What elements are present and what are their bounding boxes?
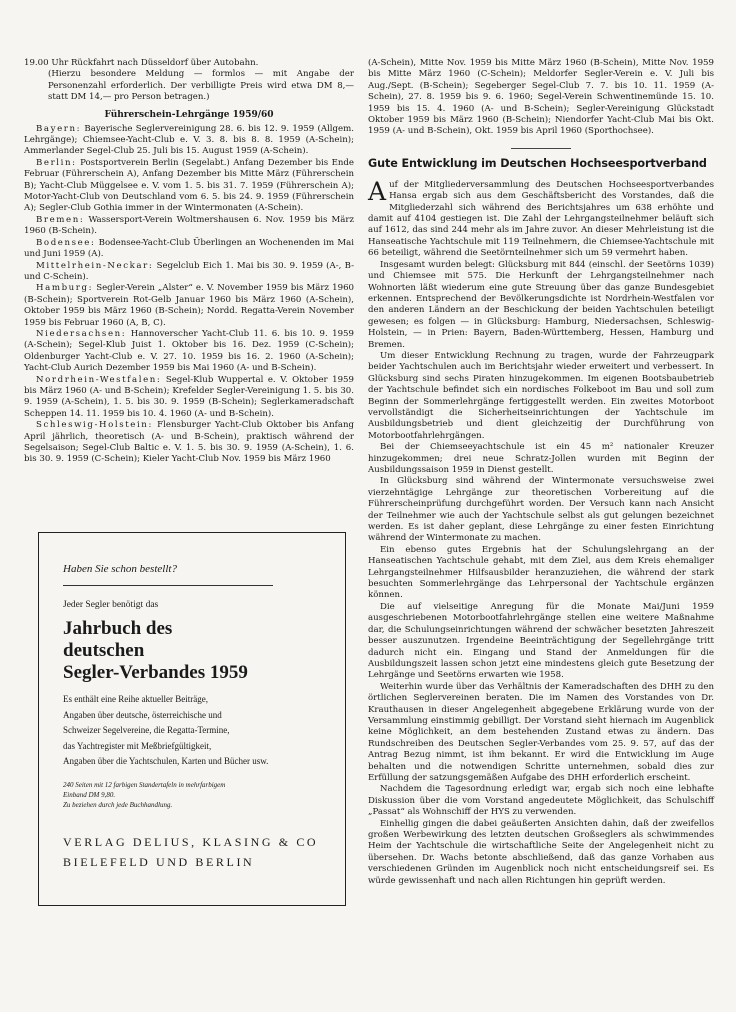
region-text: Wassersport-Verein Woltmershausen 6. Nov. 1959 bis März 1960 (B-Schein).: [24, 214, 355, 237]
region-entry: [24, 283, 354, 329]
article-paragraph: Insgesamt wurden belegt: Glücksburg mit 844 (einschl. der Seetörns 1039) und Chiemsee mit 575. Die Herkunft der Lehrgangsteilnehmer nach Wohnorten läßt wiederum eine gute Streuung über das ganze Bundesgebiet erkennen. Entsprechend der Bevölkerungsdichte ist Nordrhein-Westfalen vor den anderen Ländern an der Beschickung der beiden Yachtschulen beteiligt gewesen; es folgen — in Glücksburg: Hamburg, Niedersachsen, Schleswig-Holstein, — in Prien: Bayern, Baden-Württemberg, Hessen, Hamburg und Bremen.: [368, 259, 714, 350]
advert-body-line: das Yachtregister mit Meßbriefgültigkeit,: [63, 740, 212, 751]
region-entry: [24, 329, 354, 375]
region-entry: [24, 261, 354, 284]
article-paragraph: Weiterhin wurde über das Verhältnis der Kameradschaften des DHH zu den örtlichen Seglervereinen beraten. Die im Namen des Vorstandes von Dr. Krauthausen in dieser Angelegenheit abgegebene Erklärung wurde von der Versammlung einstimmig gebilligt. Der Vorstand sieht hiernach im Augenblick keine Möglichkeit, an dem bestehenden Zustand etwas zu ändern. Das Rundschreiben des Deutschen Segler-Verbandes vom 25. 9. 57, auf das der Antrag Bezug nimmt, ist ihm bekannt. Er wird die Entwicklung im Auge behalten und die notwendigen Schritte unternehmen, sobald dies zur Erfüllung der satzungsgemäßen Aufgabe des DHH erforderlich erscheint.: [368, 681, 714, 783]
advert-body-line: Schweizer Segelvereine, die Regatta-Termine,: [63, 725, 230, 735]
article-paragraph: In Glücksburg sind während der Wintermonate versuchsweise zwei vierzehntägige Lehrgänge zur theoretischen Vorbereitung auf die Führerscheinprüfung durchgeführt worden. Der Versuch kann nach Ansicht der Teilnehmer wie auch der Yachtschule selbst als gut gelungen bezeichnet werden. Es ist daher geplant, diese Lehrgänge zu einer festen Einrichtung während der Wintermonate zu machen.: [368, 476, 714, 544]
region-list: [24, 124, 354, 466]
region-entry: [24, 158, 354, 215]
region-name: Berlin:: [36, 157, 77, 168]
drop-cap: A: [368, 176, 387, 206]
advert-publisher: [63, 832, 323, 872]
region-name: Nordrhein-Westfalen:: [36, 374, 162, 385]
intro-line: [24, 58, 354, 69]
region-name: Bayern:: [36, 123, 82, 134]
advert-small-line: 240 Seiten mit 12 farbigen Standertafeln in mehrfarbigem: [63, 780, 226, 789]
article-paragraph: Ein ebenso gutes Ergebnis hat der Schulungslehrgang an der Hanseatischen Yachtschule gehabt, mit dem Ziel, aus dem Kreis ehemaliger Lehrgangsteilnehmer Hilfsausbilder heranzuziehen, die während der stark besuchten Sommerlehrgänge das Lehrpersonal der Yachtschule ergänzen können.: [368, 544, 714, 601]
article-paragraph: Um dieser Entwicklung Rechnung zu tragen, wurde der Fahrzeugpark beider Yachtschulen auch im Berichtsjahr wieder erweitert und verbessert. In Glücksburg sind sechs Piraten hinzugekommen. Im eigenen Bootsbaubetrieb der Yachtschule befindet sich ein nordisches Folkeboot im Bau und soll zum Beginn der Sommerlehrgänge fertiggestellt werden. Ein zweites Motorboot vervollständigt die Sicherheitseinrichtungen der Yachtschule im Ausbildungsbetrieb und dient gleichzeitig der Durchführung von Motorbootfahrlehrgängen.: [368, 350, 714, 441]
region-text: Hannoverscher Yacht-Club 11. 6. bis 10. 9. 1959 (A-Schein); Segel-Klub Juist 1. Oktober bis 16. Dez. 1959 (C-Schein); Oldenburger Yacht-Club e. V. 27. 10. 1959 bis 16. 2. 1960 (A-Schein); Yacht-Club Aurich Dezember 1959 bis Mai 1960 (A- und B-Schein).: [24, 328, 354, 374]
region-entry: [24, 215, 354, 238]
region-name: Niedersachsen:: [36, 328, 127, 339]
region-name: Bodensee:: [36, 237, 96, 248]
region-name: Bremen:: [36, 214, 85, 225]
intro-note: (Hierzu besondere Meldung — formlos — mit Angabe der Personenzahl erforderlich. Der verbilligte Preis wird etwa DM 8,— statt DM 14,— pro Person betragen.): [48, 69, 354, 103]
article-paragraph: Nachdem die Tagesordnung erledigt war, ergab sich noch eine lebhafte Diskussion über die vom Vorstand angedeutete Möglichkeit, das Schulschiff „Passat“ als Wohnschiff der HYS zu verwenden.: [368, 784, 714, 818]
advert-body-line: Angaben über die Yachtschulen, Karten und Bücher usw.: [63, 756, 269, 766]
section-title: Führerschein-Lehrgänge 1959/60: [104, 109, 274, 120]
region-name: Hamburg:: [36, 283, 94, 294]
publisher-line: BIELEFELD UND BERLIN: [63, 854, 255, 869]
advert-title: [63, 618, 323, 684]
right-column: [368, 58, 714, 887]
advert-small-line: Einband DM 9,80.: [63, 790, 116, 799]
left-column: [24, 58, 354, 466]
advert-body-line: Es enthält eine Reihe aktueller Beiträge,: [63, 694, 208, 704]
article-paragraph: Bei der Chiemseeyachtschule ist ein 45 m² nationaler Kreuzer hinzugekommen; drei neue Schratz-Jollen wurden mit Beginn der Ausbildungssaison 1959 in Dienst gestellt.: [368, 442, 714, 475]
region-text: Segelclub Eich 1. Mai bis 30. 9. 1959 (A-, B- und C-Schein).: [24, 260, 355, 282]
region-text: Segler-Verein „Alster“ e. V. November 1959 bis März 1960 (B-Schein); Sportverein Rot-Gelb Januar 1960 bis März 1960 (A-Schein), Oktober 1959 bis März 1960 (B-Schein); Nordd. Regatta-Verein November 1959 bis Februar 1960 (A, B, C).: [24, 283, 354, 328]
region-text: Postsportverein Berlin (Segelabt.) Anfang Dezember bis Ende Februar (Führerschein A), Anfang Dezember bis Mitte März (Führerschein B); Yacht-Club Müggelsee e. V. vom 1. 5. bis 31. 7. 1959 (Führerschein A); Motor-Yacht-Club von Deutschland vom 6. 5. bis 24. 9. 1959 (Führerschein A); Segler-Club Gothia immer in der Wintermonaten (A-Schein).: [24, 157, 354, 214]
continuation-text: (A-Schein), Mitte Nov. 1959 bis Mitte März 1960 (B-Schein), Mitte Nov. 1959 bis Mitte März 1960 (C-Schein); Meldorfer Segler-Verein e. V. Juli bis Aug./Sept. (B-Schein); Segeberger Segel-Club 7. 7. bis 10. 11. 1959 (A-Schein), 27. 8. 1959 bis 9. 6. 1960; Segel-Verein Schwentinemünde 15. 10. 1959 bis 15. 4. 1960 (A- und B-Schein); Segler-Vereinigung Glückstadt Oktober 1959 bis März 1960 (B-Schein); Niendorfer Yacht-Club Mai bis Okt. 1959 (A- und B-Schein), Okt. 1959 bis April 1960 (Sporthochsee).: [368, 58, 714, 137]
region-text: Bodensee-Yacht-Club Überlingen an Wochenenden im Mai und Juni 1959 (A).: [24, 237, 354, 260]
intro-time: 19.00: [24, 58, 49, 68]
advert-divider: [63, 585, 273, 586]
advert-title-line: Segler-Verbandes 1959: [63, 662, 248, 683]
region-entry: [24, 238, 354, 261]
region-entry: [24, 375, 354, 421]
advert-title-line: Jahrbuch des: [63, 618, 173, 639]
column-divider: [511, 148, 571, 149]
article-lead: [368, 176, 714, 260]
article-paragraph: Die auf vielseitige Anregung für die Monate Mai/Juni 1959 ausgeschriebenen Motorbootfahrlehrgänge stellen eine weitere Maßnahme dar, die Schulungseinrichtungen während der schwächer besetzten Jahreszeit besser auszunutzen. Irgendeine Beeinträchtigung der Segellehrgänge tritt dadurch nicht ein. Eingang und Stand der Anmeldungen für die Ausbildungszeit lassen schon jetzt eine mindestens gleich gute Besetzung der Lehrgänge und Seetörns erwarten wie 1958.: [368, 601, 714, 681]
region-entry: [24, 124, 354, 158]
article-headline: Gute Entwicklung im Deutschen Hochseesportverband: [368, 156, 707, 170]
intro-text: Uhr Rückfahrt nach Düsseldorf über Autobahn.: [51, 58, 259, 68]
region-name: Mittelrhein-Neckar:: [36, 260, 154, 271]
book-advert: [38, 532, 346, 906]
advert-price-note: [63, 780, 323, 810]
advert-need: Jeder Segler benötigt das: [63, 600, 159, 610]
advert-body-line: Angaben über deutsche, österreichische und: [63, 709, 222, 720]
advert-title-line: deutschen: [63, 640, 145, 661]
region-text: Flensburger Yacht-Club Oktober bis Anfang April jährlich, theoretisch (A- und B-Schein), praktisch während der Segelsaison; Segel-Club Baltic e. V. 1. 5. bis 30. 9. 1959 (A-Schein), 1. 6. bis 30. 9. 1959 (C-Schein); Kieler Yacht-Club Nov. 1959 bis März 1960: [24, 420, 354, 465]
advert-small-line: Zu beziehen durch jede Buchhandlung.: [63, 800, 173, 809]
publisher-line: VERLAG DELIUS, KLASING & CO: [63, 834, 319, 849]
advert-hook: Haben Sie schon bestellt?: [63, 563, 177, 575]
region-text: Segel-Klub Wuppertal e. V. Oktober 1959 bis März 1960 (A- und B-Schein); Krefelder Segler-Vereinigung 1. 5. bis 30. 9. 1959 (A-Schein), 1. 5. bis 30. 9. 1959 (B-Schein); Seglerkameradschaft Scheppen 14. 11. 1959 bis 10. 4. 1960 (A- und B-Schein).: [24, 374, 354, 419]
article-paragraph: Einhellig gingen die dabei geäußerten Ansichten dahin, daß der zweifellos großen Werbewirkung des letzten deutschen Großseglers als schwimmendes Heim der Yachtschule die wirtschaftliche Seite der Angelegenheit nicht zu übersehen. Dr. Wachs betonte abschließend, daß das ganze Vorhaben aus verschiedenen Gründen im Augenblick noch nicht entscheidungsreif sei. Es würde gewissenhaft und nach allen Richtungen hin geprüft werden.: [368, 818, 714, 886]
region-entry: [24, 420, 354, 466]
region-text: Bayerische Seglervereinigung 28. 6. bis 12. 9. 1959 (Allgem. Lehrgänge); Chiemsee-Yacht-Club e. V. 3. 8. bis 8. 8. 1959 (A-Schein); Ammerlander Segel-Club 25. Juli bis 15. August 1959 (A-Schein).: [24, 123, 355, 157]
intro-block: [24, 58, 354, 104]
lead-text: uf der Mitgliederversammlung des Deutschen Hochseesportverbandes Hansa ergab sich aus dem Geschäftsbericht des Vorstandes, daß die Mitgliederzahl sich während des Berichtsjahres um 638 erhöhte und damit auf 4104 gestiegen ist. Die Zahl der Lehrgangsteilnehmer beläuft sich auf 1612, das sind 244 mehr als im Jahre zuvor. An dieser Mehrleistung ist die Hanseatische Yachtschule mit 119 Teilnehmern, die Chiemsee-Yachtschule mit 66 beteiligt, während die Seetörnteilnehmer sich um 59 vermehrt haben.: [368, 179, 714, 259]
region-name: Schleswig-Holstein:: [36, 420, 153, 431]
